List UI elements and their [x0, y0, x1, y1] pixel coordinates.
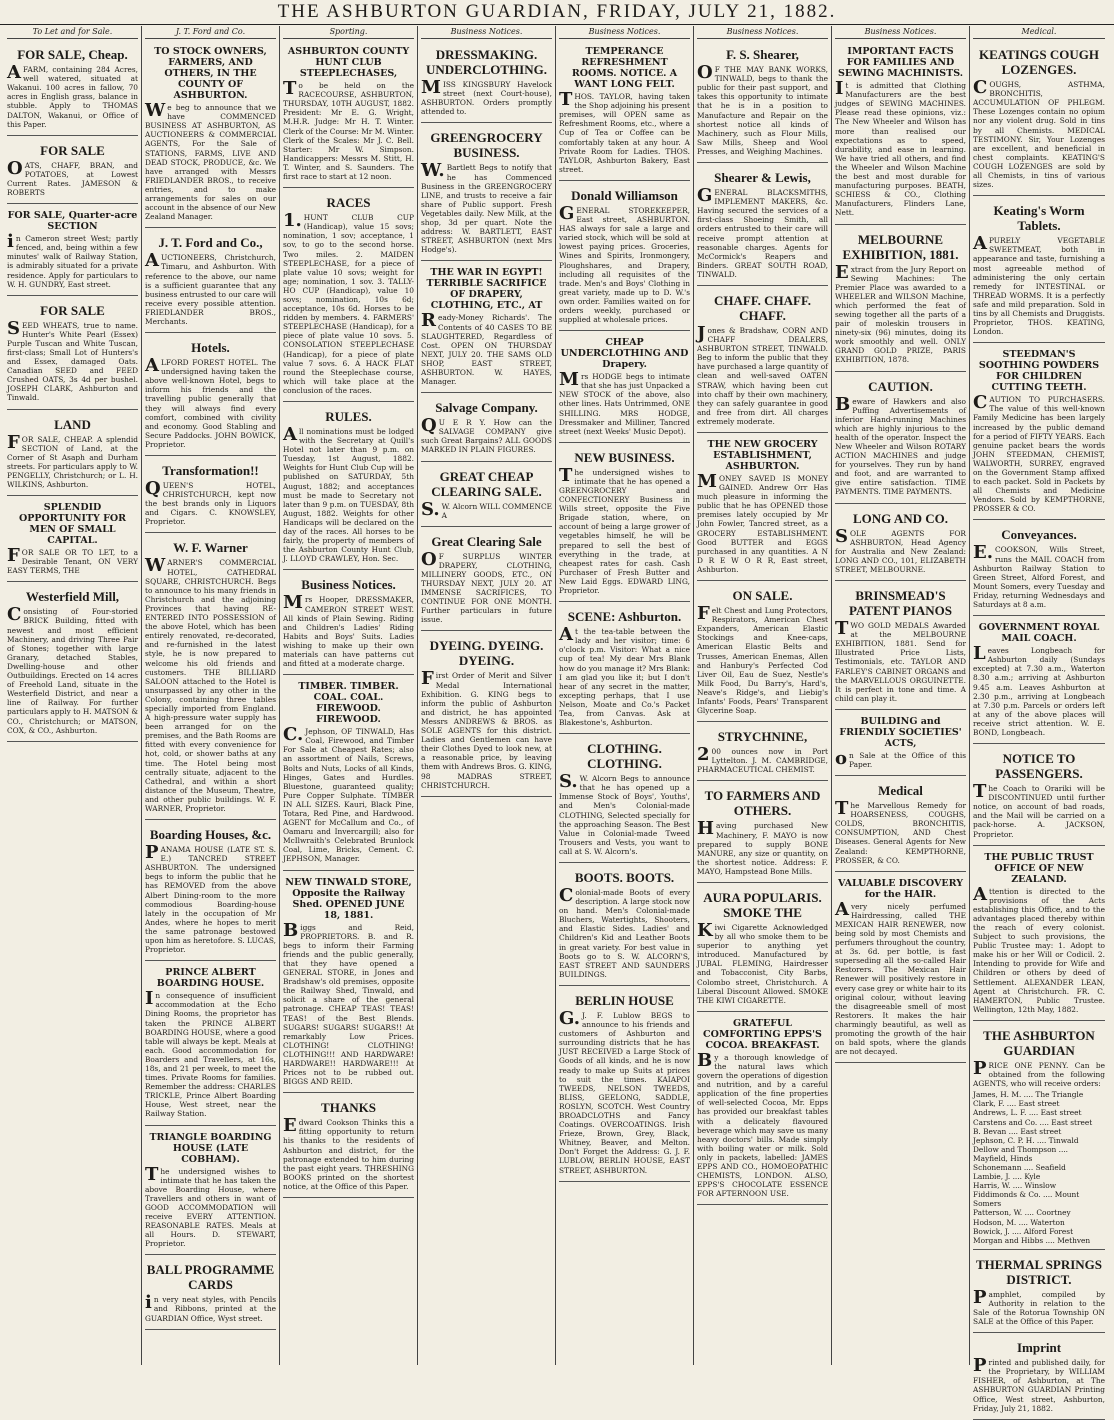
ad-title: BALL PROGRAMME CARDS: [146, 1262, 275, 1293]
ad-body: Consisting of Four-storied BRICK Building, fitted with newest and most efficient Machinery, and driving Three Pair of Stones; together with large Granary, detached Stables, Dwelling-house and other Outbuildings. Erected on 14 acres of Freehold Land, situate in the Westerfield District, and near a line of Railway. For further particulars apply to H. MATSON & CO., Christchurch; or MATSON, COX, & CO., Ashburton.: [7, 604, 138, 735]
ad-title: F. S. Shearer,: [726, 47, 799, 63]
masthead: THE ASHBURTON GUARDIAN, FRIDAY, JULY 21, 1882.: [0, 0, 1114, 25]
ad-title: Business Notices.: [301, 577, 396, 593]
ad-body: AUCTIONEERS, Christchurch, Timaru, and Ashburton. With reference to the above, our name is a sufficient guarantee that any business entrusted to our care will receive every possible attention. FRIEDLANDER BROS., Merchants.: [145, 250, 276, 326]
ad-body: GENERAL STOREKEEPER, East street, ASHBURTON. HAS always for sale a large and varied stock, which will be sold at lowest paying prices. Groceries, Wines and Spirits, Ironmongery, Ploughshares, and Drapery, including all requisites of the trade. Men's and Boys' Clothing in great variety, made up to D. W.'s own order. Families waited on for orders weekly, purchased or supplied at wholesale prices.: [559, 202, 690, 325]
advertisement: [145, 535, 276, 820]
advertisement: [7, 42, 138, 136]
ad-body: ALFORD FOREST HOTEL. The undersigned having taken the above well-known Hotel, begs to inform his friends and the travelling public generally that they will always find every comfort, combined with civility and economy. Good Stabling and Secure Paddocks. JOHN BOWICK, Proprietor.: [145, 355, 276, 449]
advertisement: [559, 604, 690, 734]
ad-title: BERLIN HOUSE: [575, 992, 674, 1008]
ad-title: Hotels.: [191, 340, 230, 356]
ad-body: Mrs Hooper, DRESSMAKER, CAMERON STREET WEST. All kinds of Plain Sewing. Riding and Children's Ladies' Riding Habits and Boys' Suits. Ladies wishing to make up their own materials can have patterns cut and fitted at a moderate charge.: [283, 592, 414, 669]
ad-body: SOLE AGENTS FOR ASHBURTON, Head Agency for Australia and New Zealand: LONG AND CO., 101, ELIZABETH STREET, MELBOURNE.: [835, 525, 966, 574]
column: [970, 26, 1108, 1413]
ad-title: CHEAP UNDERCLOTHING AND Drapery.: [560, 337, 689, 371]
column-heading: Business Notices.: [421, 26, 552, 39]
ad-body: Kiwi Cigarette Acknowledged by all who smoke them to be superior to anything yet introduced. Manufactured by JUBAL FLEMING, Hairdresser and Tobacconist, City Barbs, Colombo street, Christchurch. A Liberal Discount Allowed. SMOKE THE KIWI CIGARETTE.: [697, 920, 828, 1005]
ad-body: Ready-Money Richards'. The Contents of 40 CASES TO BE SLAUGHTERED, Regardless of Cost. OPEN ON THURSDAY NEXT, JULY 20. THE SAMS OLD SHOP, EAST STREET, ASHBURTON. W. HAYES, Manager.: [421, 310, 552, 387]
advertisement: [697, 783, 828, 883]
advertisement: [973, 345, 1105, 520]
advertisement: [283, 572, 414, 675]
column: [4, 26, 142, 1365]
ad-title: Great Clearing Sale: [431, 533, 542, 549]
ad-body: in very neat styles, with Pencils and Ribbons, printed at the GUARDIAN Office, Wyst street.: [145, 1292, 276, 1323]
advertisement: [973, 618, 1105, 744]
advertisement: [7, 584, 138, 741]
advertisement: [559, 42, 690, 181]
ad-body: THOS. TAYLOR, having taken the Shop adjoining his present premises, will OPEN same as Refreshment Rooms, etc., where a Cup of Tea or Coffee can be comfortably taken at any hour. A Private Room for Ladies. THOS. TAYLOR, Ashburton Bakery, East street.: [559, 89, 690, 174]
ad-title: MELBOURNE EXHIBITION, 1881.: [842, 231, 959, 262]
ad-body: 200 ounces now in Port Lyttelton. J. M. CAMBRIDGE, PHARMACEUTICAL CHEMIST.: [697, 744, 828, 775]
ad-body: Pamphlet, compiled by Authority in relation to the Sale of the Rotorua Township ON SALE at the Office of this Paper.: [973, 1286, 1105, 1327]
advertisement: [835, 374, 966, 504]
ad-body: Leaves Longbeach for Ashburton daily (Sundays excepted) at 7.30 a.m., Waterton 8.30 a.m.; arriving at Ashburton 9.45 a.m. Leaves Ashburton at 2.30 p.m., arriving at Longbeach at 7.30 p.m. Parcels or orders left at any of the above places will receive strict attention. W. E. BOND, Longbeach.: [973, 643, 1105, 737]
advertisement: [421, 633, 552, 796]
advertisement: [697, 1014, 828, 1206]
ad-title: W. F. Warner: [173, 540, 248, 556]
advertisement: [421, 125, 552, 261]
ad-title: RACES: [326, 195, 371, 211]
ad-title: VALUABLE DISCOVERY for the HAIR.: [838, 877, 963, 900]
agent-entry: Harris, W. .... Winslow: [973, 1181, 1057, 1191]
advertisement: [7, 138, 138, 204]
ad-body: Beware of Hawkers and also Puffing Advertisements of inferior Hand-running Machines which are highly injurious to the health of the operator. Inspect the New Wheeler and Wilson ROTARY ACTION MACHINES and judge for yourselves. They run by hand and foot, and are warranted to give entire satisfaction. TIME PAYMENTS. TIME PAYMENTS.: [835, 393, 966, 497]
advertisement: [697, 288, 828, 433]
ad-title: DYEING. DYEING. DYEING.: [429, 638, 544, 669]
agent-entry: James, H. M. .... The Triangle: [973, 1090, 1084, 1100]
ad-body: OF THE MAY BANK WORKS, TINWALD, begs to thank the public for their past support, and takes this opportunity to intimate that he is in a position to Manufacture and Repair on the shortest notice all kinds of Machinery, such as Flour Mills, Saw Mills, Sheep and Wool Presses, and Weighing Machines.: [697, 62, 828, 156]
advertisement: [559, 183, 690, 331]
ad-body: TWO GOLD MEDALS Awarded at the MELBOURNE EXHIBITION, 1881. Send for Illustrated Price Lists, Testimonials, etc. TAYLOR AND FARLEY'S CABINET ORGANS and the MARVELLOUS ORGUINETTE. It is perfect in tone and time. A child can play it.: [835, 618, 966, 703]
ad-title: NOTICE TO PASSENGERS.: [995, 751, 1083, 782]
ad-title: FOR SALE: [40, 142, 105, 158]
ad-body: The undersigned wishes to intimate that he has opened a GREENGROCERY and CONFECTIONERY Business in Wills street, opposite the Five Brigade station, where, on account of being a large grower of vegetables himself, he will be prepared to sell the best of everything in the trade, at cheapest rates for cash. Cash Purchaser of Fresh Butter and New Laid Eggs. EDWARD LING, Proprietor.: [559, 464, 690, 596]
ad-title: BOOTS. BOOTS.: [574, 870, 675, 885]
ad-title: KEATINGS COUGH LOZENGES.: [978, 47, 1100, 78]
ad-title: GRATEFUL COMFORTING EPPS'S COCOA. BREAKFAST.: [703, 1017, 822, 1051]
ad-title: THE NEW GROCERY ESTABLISHMENT, ASHBURTON.: [707, 439, 818, 472]
column: [694, 26, 832, 1365]
ad-title: Medical: [878, 783, 923, 799]
agent-entry: Clark, F. .... East street: [973, 1099, 1060, 1109]
column-heading: Business Notices.: [835, 26, 966, 39]
ad-body: 1.HUNT CLUB CUP (Handicap), value 15 sovs; nomination, 1 sov; acceptance, 1 sov, to go to the second horse. Two miles. 2. MAIDEN STEEPLECHASE, for a piece of plate value 10 sovs; weight for age; nomination, 1 sov. 3. TALLY-HO CUP (Handicap), value 10 sovs; nomination, 10s 6d; acceptance, 10s 6d. Horses to be ridden by members. 4. FARMERS' STEEPLECHASE (Handicap), for a piece of plate value 10 sovs. 5. CONSOLATION STEEPLECHASE (Handicap), for a piece of plate value 7 sovs. 6. A HACK FLAT round the Steeplechase course, which will take place at the conclusion of the races.: [283, 210, 414, 395]
ad-body: Biggs and Reid, PROPRIETORS. B. and R. begs to inform their Farming friends and the public generally, that they have opened a GENERAL STORE, in Jones and Bradshaw's old premises, opposite the Railway Shed, Tinwald, and solicit a share of the general patronage. CHEAP TEAS! TEAS! TEAS! of the Best Blends. SUGARS! SUGARS! SUGARS!! At remarkably Low Prices. CLOTHING! CLOTHING! CLOTHING!!! AND HARDWARE! HARDWARE!! HARDWARE!!! At Prices not to be rubbed out. BIGGS AND REID.: [283, 919, 414, 1087]
advertisement: [7, 206, 138, 296]
ad-title: Imprint: [1016, 1340, 1062, 1356]
ad-body: The Marvellous Remedy for HOARSENESS, COUGHS, COLDS, BRONCHITIS, CONSUMPTION, AND Chest Diseases. General Agents for New Zealand: KEMPTHORNE, PROSSER, & CO.: [835, 798, 966, 865]
ad-title: PRINCE ALBERT BOARDING HOUSE.: [156, 967, 265, 990]
ad-body: Having purchased New Machinery, F. MAYO is now prepared to supply BONE MANURE, any size or quantity, on the shortest notice. Address: F. MAYO, Hampstead Bone Mills.: [697, 818, 828, 876]
ad-body: QU E R Y. How can the SALVAGE COMPANY give such Great Bargains? ALL GOODS MARKED IN PLAIN FIGURES.: [421, 415, 552, 455]
agent-entry: Fiddimonds & Co. .... Mount Somers: [973, 1190, 1080, 1209]
ad-body: SEED WHEATS, true to name. Hunter's White Pearl (Essex) Purple Tuscan and White Tuscan, first-class; Small Lot of Hunters's and Essex, damaged Oats. Canadian SEED and FEED Crushed OATS, 3s 4d per bushel. JOSEPH CLARK, Ashburton and Tinwald.: [7, 317, 138, 403]
advertisement: [559, 445, 690, 602]
ad-title: TEMPERANCE REFRESHMENT ROOMS. NOTICE. A WANT LONG FELT.: [571, 46, 678, 91]
ad-title: CAUTION.: [868, 378, 933, 394]
advertisement: [283, 190, 414, 402]
agent-entry: Morgan and Hibbs .... Methven: [973, 1235, 1091, 1245]
ad-body: The undersigned wishes to intimate that he has taken the above Boarding House, where Travellers and others in want of GOOD ACCOMMODATION will receive EVERY ATTENTION. REASONABLE RATES. Meals at all Hours. D. STEWART, Proprietor.: [145, 1163, 276, 1249]
agent-entry: Hodson, M. .... Waterton: [973, 1217, 1065, 1227]
ad-body: We beg to announce that we have COMMENCED BUSINESS AT ASHBURTON, AS AUCTIONEERS & COMMERCIAL AGENTS, For the Sale of STATIONS, FARMS, LIVE AND DEAD STOCK, PRODUCE, &c. We have arranged with Messrs FRIEDLANDER BROS., to receive entries, and to make arrangements for sales on our account in the absence of our New Zealand Manager.: [145, 100, 276, 222]
ad-title: GREAT CHEAP CLEARING SALE.: [431, 468, 542, 499]
ad-body: APURELY VEGETABLE SWEETMEAT, both in appearance and taste, furnishing a most agreeable method of administering the only certain remedy for INTESTINAL or THREAD WORMS. It is a perfectly safe and mild preparation. Sold in tins by all Chemists and Druggists. Proprietor, THOS. KEATING, London.: [973, 233, 1105, 337]
ad-title: THERMAL SPRINGS DISTRICT.: [975, 1256, 1103, 1287]
column-heading: J. T. Ford and Co.: [145, 26, 276, 39]
ad-body: By a thorough knowledge of the natural laws which govern the operations of digestion and nutrition, and by a careful application of the fine properties of well-selected Cocoa, Mr. Epps has provided our breakfast tables with a delicately flavoured beverage which may save us many heavy doctors' bills. Made simply with boiling water or milk. Sold only in packets, labelled: JAMES EPPS AND CO., HOMOEOPATHIC CHEMISTS, LONDON. ALSO, EPPS'S CHOCOLATE ESSENCE FOR AFTERNOON USE.: [697, 1049, 828, 1199]
advertisement: [145, 458, 276, 533]
ad-title: Keating's Worm Tablets.: [993, 203, 1085, 234]
ad-title: FOR SALE: [40, 302, 105, 318]
advertisement: [421, 395, 552, 461]
advertisement: [835, 712, 966, 776]
ad-body: W.Bartlett Begs to notify that he has Commenced Business in the GREENGROCERY LINE, and trusts to receive a fair share of Public support. Fresh Vegetables daily. New Milk, at the shop, 3d per quart. Note the address: W. BARTLETT, EAST STREET, ASHBURTON (next Mrs Hodge's).: [421, 160, 552, 255]
ad-body: Avery nicely perfumed Hairdressing, called THE MEXICAN HAIR RENEWER, now being sold by most Chemists and perfumers throughout the country, at 3s. 6d. per bottle, is fast superseding all the so-called Hair Restorers. The Mexican Hair Renewer will positively restore in every case grey or white hair to its original colour, without leaving the disagreeable smell of most Restorers. It makes the hair charmingly beautiful, as well as promoting the growth of the hair on bald spots, where the glands are not decayed.: [835, 898, 966, 1057]
ad-body: WARNER'S COMMERCIAL HOTEL, CATHEDRAL SQUARE, CHRISTCHURCH. Begs to announce to his many friends in Christchurch and the adjoining Provinces that having RE-ENTERED INTO POSSESSION of the above Hotel, which has been entirely renovated, re-decorated, and re-furnished in the latest style, he is now prepared to welcome his old friends and customers. THE BILLIARD SALOON attached to the Hotel is unsurpassed by any other in the Colony, containing three tables specially imported from England. A high-pressure water supply has been arranged for on the premises, and the Bath Rooms are fitted with every convenience for hot, cold, or shower baths at any time. The Hotel being most centrally situate, adjacent to the Cathedral, and within a short distance of the Museum, Theatre, and other public buildings. W. F. WARNER, Proprietor.: [145, 555, 276, 813]
agent-entry: Andrews, L. F. .... East street: [973, 1108, 1082, 1118]
advertisement: [835, 42, 966, 224]
advertisement: [559, 988, 690, 1182]
ad-title: AURA POPULARIS. SMOKE THE: [703, 890, 822, 920]
agent-entry: Carstens and Co. .... East street: [973, 1117, 1093, 1127]
ad-title: TO STOCK OWNERS, FARMERS, AND OTHERS, IN THE COUNTY OF ASHBURTON.: [154, 46, 267, 102]
advertisement: [973, 522, 1105, 616]
ad-title: TIMBER. TIMBER. COAL. COAL. FIREWOOD. FIREWOOD.: [298, 681, 399, 726]
advertisement: [697, 435, 828, 581]
ad-body: All nominations must be lodged with the Secretary at Quill's Hotel not later than 9 p.m. on Tuesday, 1st August, 1882. Weights for Hunt Club Cup will be published on SATURDAY, 5th August, 1882; and acceptances must be made to Secretary not later than 9 p.m. on TUESDAY, 8th August, 1882. Weights for other Handicaps will be declared on the day of the races. All horses to be fairly, the property of members of the Ashburton County Hunt Club, J. LLOYD CRAWLEY, Hon. Sec.: [283, 424, 414, 564]
advertisement: [421, 464, 552, 527]
agent-entry: Bowick, J. .... Alford Forest: [973, 1226, 1074, 1236]
column-heading: Business Notices.: [697, 26, 828, 39]
ad-body: COUGHS, ASTHMA, BRONCHITIS, ACCUMULATION OF PHLEGM. These Lozenges contain no opium nor any violent drug. Sold in tins by all Chemists. MEDICAL TESTIMONY. Sir, Your Lozenges are excellent, and beneficial in chest complaints. KEATING'S COUGH LOZENGES are sold by all Chemists, in tins of various sizes.: [973, 77, 1105, 190]
advertisement: [283, 404, 414, 570]
ad-body: MISS KINGSBURY Havelock street (next Court-house), ASHBURTON. Orders promptly attended to.: [421, 77, 552, 117]
ad-body: Felt Chest and Lung Protectors, Respirators, American Chest Expanders, American Elastic Stockings and Knee-caps, American Elastic Belts and Trusses, American Enemas, Allen and Hanbury's Perfected Cod Liver Oil, Eau de Suez, Nestle's Milk Food, Du Barry's, Hard's, Neave's Ridge's, and Liebig's Infants' Foods, Pears' Transparent Glycerine Soap.: [697, 603, 828, 716]
ad-title: J. T. Ford and Co.,: [158, 235, 263, 251]
ad-body: C.Jephson, OF TINWALD, Has Coal, Firewood, and Timber For Sale at Cheapest Rates; also an assortment of Nails, Screws, Bolts and Nuts, Locks of all Kinds, Hinges, Gates and Hurdles. Bluestone, guaranteed quality; Pure Copper Sulphate. TIMBER IN ALL SIZES. Kauri, Black Pine, Totara, Red Pine, and Hardwood. AGENT for McCallum and Co., of Oamaru and Invercargill; also for McIlwraith's Celebrated Brunlock Coal, Lime, Bricks, Cement. C. JEPHSON, Manager.: [283, 724, 414, 864]
ad-body: Jones & Bradshaw, CORN AND CHAFF DEALERS, ASHBURTON STREET, TINWALD. Beg to inform the public that they have purchased a large quantity of clean and well-saved OATEN STRAW, which having been cut into chaff by their own machinery, they can safely guarantee in good and free from dirt. All charges extremely moderate.: [697, 322, 828, 426]
advertisement: [7, 498, 138, 582]
ad-title: GOVERNMENT ROYAL MAIL COACH.: [978, 622, 1100, 645]
agent-entry: Dellow and Thompson .... Mayfield, Hinds: [973, 1144, 1069, 1163]
ad-body: FOR SALE, CHEAP. A splendid SECTION of Land, at the Corner of St Asaph and Durham streets. For particulars apply to W. PENGELLY, Christchurch; or L. H. WILKINS, Ashburton.: [7, 431, 138, 489]
advertisement: [835, 227, 966, 372]
advertisement: [697, 42, 828, 163]
ad-title: GREENGROCERY BUSINESS.: [430, 130, 543, 161]
ad-body: Colonial-made Boots of every description. A large stock now on hand. Men's Colonial-made Bluchers, Watertights, Shooters, and Elastic Sides. Ladies' and Children's Kid and Leather Boots in great variety. For best value in Boots go to S. W. ALCORN'S, EAST STREET AND SAUNDERS BUILDINGS.: [559, 885, 690, 979]
ad-body: Mrs HODGE begs to intimate that she has just Unpacked a NEW STOCK of the above, also other lines. Hats Untrimmed, ONE SHILLING. MRS HODGE, Dressmaker and Milliner, Tancred street (next Weeks' Music Depot).: [559, 369, 690, 436]
agent-entry: Jephson, C. P. H. .... Tinwald: [973, 1135, 1079, 1145]
ad-title: Conveyances.: [1001, 527, 1077, 543]
advertisement: [835, 506, 966, 581]
ad-title: TRIANGLE BOARDING HOUSE (LATE COBHAM).: [149, 1131, 272, 1165]
advertisement: [973, 1252, 1105, 1333]
ad-title: LAND: [54, 416, 91, 432]
ad-title: FOR SALE, Cheap.: [17, 47, 128, 63]
ad-title: Boarding Houses, &c.: [149, 827, 272, 843]
advertisement: [283, 42, 414, 188]
ad-title: BRINSMEAD'S PATENT PIANOS: [849, 588, 952, 619]
advertisement: [421, 529, 552, 632]
ad-body: in Cameron street West; partly fenced, and, being within a few minutes' walk of Railway Station, is admirably situated for a private residence. Apply for particulars to W. H. GUNDRY, East street.: [7, 231, 138, 289]
advertisement: [559, 865, 690, 986]
ad-title: BUILDING and FRIENDLY SOCIETIES' ACTS,: [839, 715, 962, 749]
ad-title: Shearer & Lewis,: [714, 170, 811, 186]
ad-body: G.J. F. Lublow BEGS to announce to his friends and customers of Ashburton and surrounding districts that he has JUST RECEIVED a Large Stock of Goods of all kinds, and he is now ready to make up Suits at prices to suit the times. KAIAPOI TWEEDS, NELSON TWEEDS, BLISS, GEELONG, SADDLE, ROSLYN, SCOTCH. West Country BROADCLOTHS and Fancy Coatings. OVERCOATINGS. Irish Frieze, Brown, Grey, Black, Whitney, Beaver, and Melton. Don't Forget the Address: G. J. F. LUBLOW, BERLIN HOUSE, EAST STREET, ASHBURTON.: [559, 1007, 690, 1175]
advertisement: [145, 822, 276, 961]
ad-body: Printed and published daily, for the Proprietary, by WILLIAM FISHER, of Ashburton, at The ASHBURTON GUARDIAN Printing Office, West street, Ashburton, Friday, July 21, 1882.: [973, 1355, 1105, 1413]
ad-body: on Sale at the Office of this Paper.: [835, 747, 966, 769]
ad-body: OATS, CHAFF, BRAN, and POTATOES, at Lowest Current Rates. JAMESON & ROBERTS: [7, 157, 138, 198]
ad-body: Attention is directed to the provisions of the Acts establishing this Office, and to the advantages placed thereby within the reach of every colonist. Subject to such provisions, the Public Trustee may: 1. Adopt to make his or her Will or Codicil. 2. Intending to provide for Wife and Children or others by deed of Settlement. ALEXANDER LEAN, Agent at Christchurch. FR. C. HAMERTON, Public Trustee. Wellington, 12th May, 1882.: [973, 883, 1105, 1014]
ad-title: CLOTHING. CLOTHING.: [587, 741, 662, 772]
ad-title: Donald Williamson: [571, 187, 678, 203]
ad-title: Transformation!!: [162, 463, 259, 478]
advertisement: [145, 335, 276, 456]
advertisement: [697, 583, 828, 722]
advertisement: [697, 724, 828, 781]
ad-title: CHAFF. CHAFF. CHAFF.: [714, 292, 811, 323]
ad-title: THE PUBLIC TRUST OFFICE OF NEW ZEALAND.: [984, 851, 1094, 885]
ad-title: THE ASHBURTON GUARDIAN: [983, 1027, 1095, 1058]
ad-body: In consequence of insufficient accommodation at the Echo Dining Rooms, the proprietor has taken the PRINCE ALBERT BOARDING HOUSE, where a good table will always be kept. Meals at each. Good accommodation for Boarders and Travellers, at 16s, 18s, and 21 per week, to meet the times. Private Rooms for families. Remember the address: CHARLES TRICKLE, Prince Albert Boarding House, West street, near the Railway Station.: [145, 988, 276, 1119]
advertisement: [283, 873, 414, 1094]
advertisement: [835, 583, 966, 710]
ad-body: At the tea-table between the lady and her visitor; time: 6 o'clock p.m. Visitor: What a nice cup of tea! My dear Mrs Blank how do you manage it? Mrs Blank: I am glad you like it; but I don't hear of any secret in the matter, excepting perhaps, that I use Nelson, Moate and Co.'s Packet Tea, from Canvas. Ask at Blakestone's, Ashburton.: [559, 624, 690, 728]
ad-title: Westerfield Mill,: [25, 589, 120, 605]
advertisement: [421, 263, 552, 393]
advertisement: [145, 963, 276, 1125]
advertisement: [283, 677, 414, 870]
advertisement: [145, 42, 276, 228]
ad-title: SPLENDID OPPORTUNITY FOR MEN OF SMALL CAPITAL.: [18, 502, 127, 547]
ad-body: The Coach to Orariki will be DISCONTINUED until further notice, on account of bad roads, and the Mail will be carried on a pack-horse. A. JACKSON, Proprietor.: [973, 781, 1105, 839]
ad-title: Salvage Company.: [435, 400, 538, 416]
advertisement: [145, 1257, 276, 1329]
columns-container: [4, 26, 1110, 1413]
advertisement: [973, 848, 1105, 1021]
ad-body: Edward Cookson Thinks this a fitting opportunity to return his thanks to the residents of Ashburton and district, for the patronage extended to him during the past eight years. THRESHING BOOKS printed on the shortest notice, at the Office of this Paper.: [283, 1115, 414, 1191]
column-heading: Medical.: [973, 26, 1105, 39]
ad-body: MONEY SAVED IS MONEY GAINED. Andrew Orr Has much pleasure in informing the public that he has OPENED those premises lately occupied by Mr John Fowler, Tancred street, as a GROCERY ESTABLISHMENT. Good BUTTER and EGGS purchased in any quantities. A N D R E W O R R, East street, Ashburton.: [697, 471, 828, 574]
advertisement: [7, 298, 138, 410]
advertisement: [7, 412, 138, 497]
ad-body: Extract from the Jury Report on Sewing Machines: The Premier Place was awarded to a WHEELER and WILSON Machine, which performed the feat of sewing together all the parts of a pair of moleskin trousers in ninety-six (96) minutes, doing its work smoothly and well. ONLY GRAND GOLD PRIZE, PARIS EXHIBITION, 1878.: [835, 261, 966, 365]
ad-body: To be held on the RACECOURSE, ASHBURTON, THURSDAY, 10TH AUGUST, 1882. President: Mr E. G. Wright, M.H.R. Judge: Mr H. T. Winter. Clerk of the Course: Mr M. Winter. Clerk of the Scales: Mr J. C. Bell. Starter: Mr W. Simpson. Handicappers: Messrs M. Stitt, H. T. Winter, and S. Saunders. The first race to start at 12 noon.: [283, 78, 414, 182]
advertisement: [973, 1023, 1105, 1250]
ad-title: LONG AND CO.: [853, 510, 948, 526]
advertisement: [973, 746, 1105, 846]
advertisement: [559, 333, 690, 443]
advertisement: [283, 1095, 414, 1198]
column: [142, 26, 280, 1365]
ad-title: ON SALE.: [732, 588, 793, 604]
advertisement: [421, 42, 552, 123]
ad-title: RULES.: [325, 409, 372, 424]
ad-body: It is admitted that Clothing Manufacturers are the best judges of SEWING MACHINES. Please read these opinions, viz.: The New Wheeler and Wilson has more than realised our expectations as to speed, durability, and ease in learning. We have tried all others, and find the Wheeler and Wilson Machine the best and most durable for manufacturing purposes. BEATH, SCHIESS & CO., Clothing Manufacturers, Flinders Lane, Nett.: [835, 78, 966, 218]
agent-list: [973, 1090, 1105, 1245]
advertisement: [697, 165, 828, 286]
ad-title: ASHBURTON COUNTY HUNT CLUB STEEPLECHASES,: [287, 46, 410, 80]
advertisement: [835, 874, 966, 1064]
column-heading: Sporting.: [283, 26, 414, 39]
ad-body: QUEEN'S HOTEL, CHRISTCHURCH, kept now the best brands only in Liquors and Cigars. C. KNOWSLEY, Proprietor.: [145, 478, 276, 527]
ad-title: FOR SALE, Quarter-acre SECTION: [7, 210, 138, 233]
agent-entry: Schonemann .... Seafield: [973, 1162, 1066, 1172]
agent-entry: Lambie, J. .... Kyle: [973, 1172, 1041, 1182]
ad-body: PRICE ONE PENNY. Can be obtained from the following AGENTS, who will receive orders:: [973, 1057, 1105, 1089]
ad-title: TO FARMERS AND OTHERS.: [704, 788, 821, 819]
ad-title: STRYCHNINE,: [717, 729, 808, 745]
agent-entry: Patterson, W. .... Coortney: [973, 1208, 1071, 1218]
ad-body: FOR SALE OR TO LET, to a Desirable Tenant, ON VERY EASY TERMS, THE: [7, 545, 138, 576]
ad-title: THANKS: [321, 1100, 376, 1116]
ad-title: THE WAR IN EGYPT! TERRIBLE SACRIFICE OF DRAPERY, CLOTHING, ETC., AT: [426, 267, 547, 312]
advertisement: [973, 198, 1105, 343]
ad-body: GENERAL BLACKSMITHS, IMPLEMENT MAKERS, &c. Having secured the services of a first-class Shoeing Smith, all orders entrusted to their care will receive prompt attention at reasonable charges. Agents for McCormick's Reapers and Binders. GREAT SOUTH ROAD, TINWALD.: [697, 185, 828, 279]
ad-title: DRESSMAKING. UNDERCLOTHING.: [426, 47, 547, 78]
column: [418, 26, 556, 1365]
column-heading: Business Notices.: [559, 26, 690, 39]
ad-body: First Order of Merit and Silver Medal International Exhibition. G. KING begs to inform the public of Ashburton and district, he has appointed Messrs ANDREWS & BROS. as SOLE AGENTS for this district. Ladies and Gentlemen can have their Clothes Dyed to look new, at a reasonable price, by leaving them with Andrews Bros. G. KING, 98 MADRAS STREET, CHRISTCHURCH.: [421, 668, 552, 790]
ad-body: OF SURPLUS WINTER DRAPERY, CLOTHING, MILLINERY GOODS, ETC., ON THURSDAY NEXT, JULY 20. AT IMMENSE SACRIFICES, TO CONTINUE FOR ONE MONTH. Further particulars in future issue.: [421, 548, 552, 625]
ad-body: E.COOKSON, Wills Street, runs the MAIL COACH from Ashburton Railway Station to Green Street, Alford Forest, and Mount Somers, every Tuesday and Friday, returning Wednesdays and Saturdays at 8 a.m.: [973, 542, 1105, 610]
ad-title: IMPORTANT FACTS FOR FAMILIES AND SEWING MACHINISTS.: [837, 46, 964, 80]
ad-title: NEW TINWALD STORE, Opposite the Railway Shed. OPENED JUNE 18, 1881.: [285, 876, 412, 921]
advertisement: [973, 1335, 1105, 1420]
advertisement: [973, 42, 1105, 196]
advertisement: [559, 736, 690, 863]
column: [556, 26, 694, 1365]
advertisement: [145, 1128, 276, 1256]
ad-title: STEEDMAN'S SOOTHING POWDERS FOR CHILDREN CUTTING TEETH.: [978, 349, 1100, 394]
ad-body: CAUTION TO PURCHASERS. The value of this well-known Family Medicine has been largely increased by the public demand for a period of FIFTY YEARS. Each genuine packet bears the words JOHN STEEDMAN, CHEMIST, WALWORTH, SURREY, engraved on the Government Stamp affixed to each packet. Sold in Packets by all Chemists and Medicine Vendors. Sold by KEMPTHORNE, PROSSER & CO.: [973, 392, 1105, 514]
agent-entry: B. Bevan .... East street: [973, 1126, 1062, 1136]
ad-body: PANAMA HOUSE (LATE ST. S. E.) TANCRED STREET ASHBURTON. The undersigned begs to inform the public that he has REMOVED from the above Albert Dining-room to the more commodious Boarding-house lately in the occupation of Mr Andes, where he hopes to merit the same patronage bestowed upon him as heretofore. S. LUCAS, Proprietor.: [145, 842, 276, 955]
ad-body: S.W. Alcorn Begs to announce that he has opened up a Immense Stock of Boys', Youths', and Men's Colonial-made CLOTHING, Selected specially for the approaching Season. The Best Value in Colonial-made Tweed Trousers and Vests, you want to call at S. W. Alcorn's.: [559, 771, 690, 856]
advertisement: [697, 885, 828, 1012]
ad-body: AFARM, containing 284 Acres, well watered, situated at Wakanui. 100 acres in fallow, 70 acres in English grass, balance in stubble. Apply to THOMAS DALTON, Wakanui, or Office of this Paper.: [7, 62, 138, 129]
advertisement: [835, 778, 966, 872]
column-heading: To Let and for Sale.: [7, 26, 138, 39]
column: [280, 26, 418, 1365]
ad-body: S.W. Alcorn WILL COMMENCE A: [421, 498, 552, 520]
advertisement: [145, 230, 276, 333]
ad-title: NEW BUSINESS.: [574, 449, 675, 465]
ad-title: SCENE: Ashburton.: [567, 609, 682, 625]
column: [832, 26, 970, 1365]
